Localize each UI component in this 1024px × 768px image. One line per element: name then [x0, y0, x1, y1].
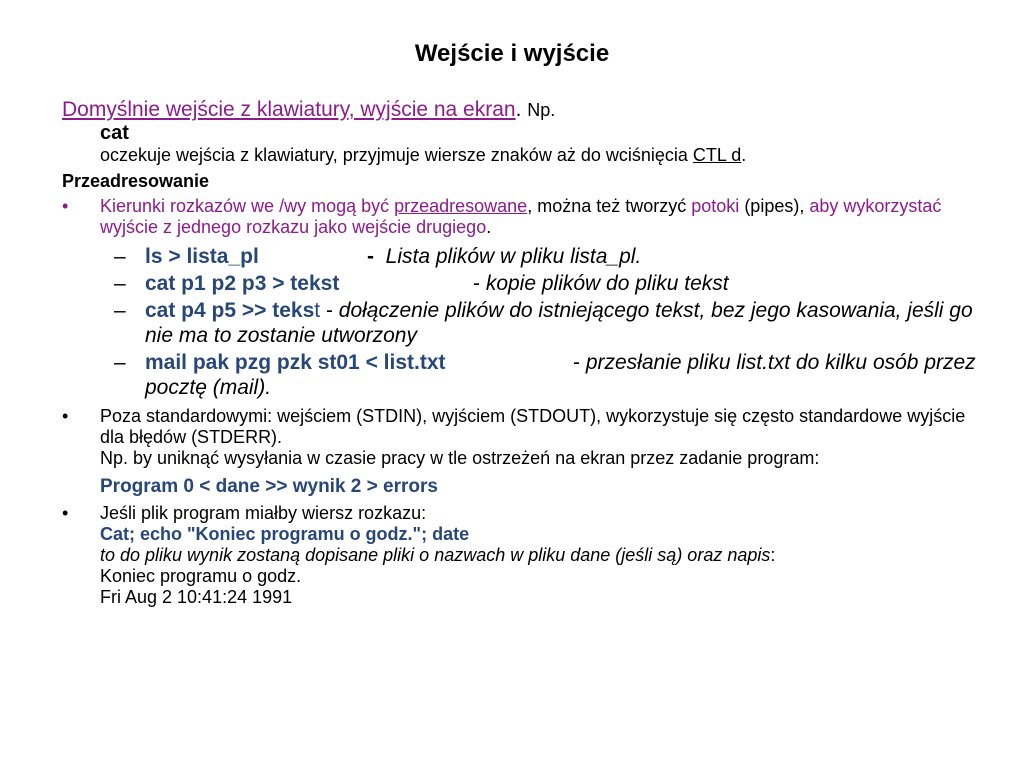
page-title: Wejście i wyjście [414, 40, 610, 67]
cmd-append: cat p4 p5 >> teks [145, 299, 315, 322]
b1-pipes: (pipes), [739, 196, 810, 216]
stderr-text: Poza standardowymi: wejściem (STDIN), wyjściem (STDOUT), wykorzystuje się często standardowe wyjście dla błędów (STDERR). [100, 406, 966, 447]
script-colon: : [770, 545, 776, 565]
dash: – [114, 299, 126, 322]
sep: - [367, 245, 374, 268]
cmd-cat-tekst: cat p1 p2 p3 > tekst [145, 272, 340, 295]
bullet-stderr [62, 406, 982, 469]
bullet-dot: • [62, 503, 69, 523]
b1-text3: , można też tworzyć [527, 196, 692, 216]
program-command: Program 0 < dane >> wynik 2 > errors [100, 476, 438, 497]
sep: - [573, 351, 586, 374]
sep: - [473, 272, 486, 295]
script-output-1: Koniec programu o godz. [100, 566, 302, 586]
default-io-link[interactable]: Domyślnie wejście z klawiatury, wyjście na ekran [62, 98, 516, 121]
slide-content [62, 98, 982, 608]
stderr-example: Np. by uniknąć wysyłania w czasie pracy w tle ostrzeżeń na ekran przez zadanie program: [100, 448, 820, 468]
desc-append: dołączenie plików do istniejącego tekst, bez jego kasowania, jeśli go nie ma to zostanie utworzony [145, 299, 973, 347]
bullet-dot: • [62, 406, 69, 426]
cat-desc-text: oczekuje wejścia z klawiatury, przyjmuje wiersze znaków aż do wciśnięcia [100, 145, 693, 165]
sub-item-mail [62, 350, 982, 400]
b1-potoki: potoki [691, 196, 740, 216]
ctl-d-link[interactable]: CTL d [692, 145, 742, 165]
intro-np: Np. [527, 100, 556, 120]
dash: – [114, 245, 126, 268]
cat-description [100, 144, 982, 166]
script-command: Cat; echo "Koniec programu o godz."; date [100, 524, 470, 544]
script-intro: Jeśli plik program miałby wiersz rozkazu: [100, 503, 427, 523]
script-explain: to do pliku wynik zostaną dopisane pliki o nazwach w pliku dane (jeśli są) oraz napis [100, 545, 771, 565]
intro-line [62, 98, 982, 122]
sub-item-ls [62, 244, 982, 269]
bullet-dot: • [62, 196, 69, 216]
script-output-2: Fri Aug 2 10:41:24 1991 [100, 587, 293, 607]
dash: – [114, 272, 126, 295]
bullet-redirect [62, 196, 982, 238]
desc-mail: przesłanie pliku list.txt do kilku osób przez pocztę (mail). [145, 351, 976, 399]
b1-purpose: aby wykorzystać wyjście z jednego rozkazu jako wejście drugiego [100, 196, 942, 237]
cmd-ls: ls > lista_pl [145, 245, 259, 268]
b1-text1: Kierunki rozkazów we /wy mogą być [100, 196, 395, 216]
sub-item-cat-tekst [62, 271, 982, 296]
cat-command: cat [100, 122, 129, 144]
b1-end: . [486, 217, 492, 237]
bullet-script [62, 503, 982, 608]
sep: - [320, 299, 339, 322]
desc-ls: Lista plików w pliku lista_pl. [385, 245, 642, 268]
intro-after: . [515, 98, 528, 121]
desc-cat-tekst: kopie plików do pliku tekst [485, 272, 729, 295]
sub-item-cat-append [62, 298, 982, 348]
dash: – [114, 351, 126, 374]
cat-desc-end: . [741, 145, 747, 165]
przeadresowane-link[interactable]: przeadresowane [394, 196, 528, 216]
cmd-mail: mail pak pzg pzk st01 < list.txt [145, 351, 446, 374]
redirect-heading: Przeadresowanie [62, 171, 210, 191]
cmd-append-end: t [314, 299, 321, 322]
